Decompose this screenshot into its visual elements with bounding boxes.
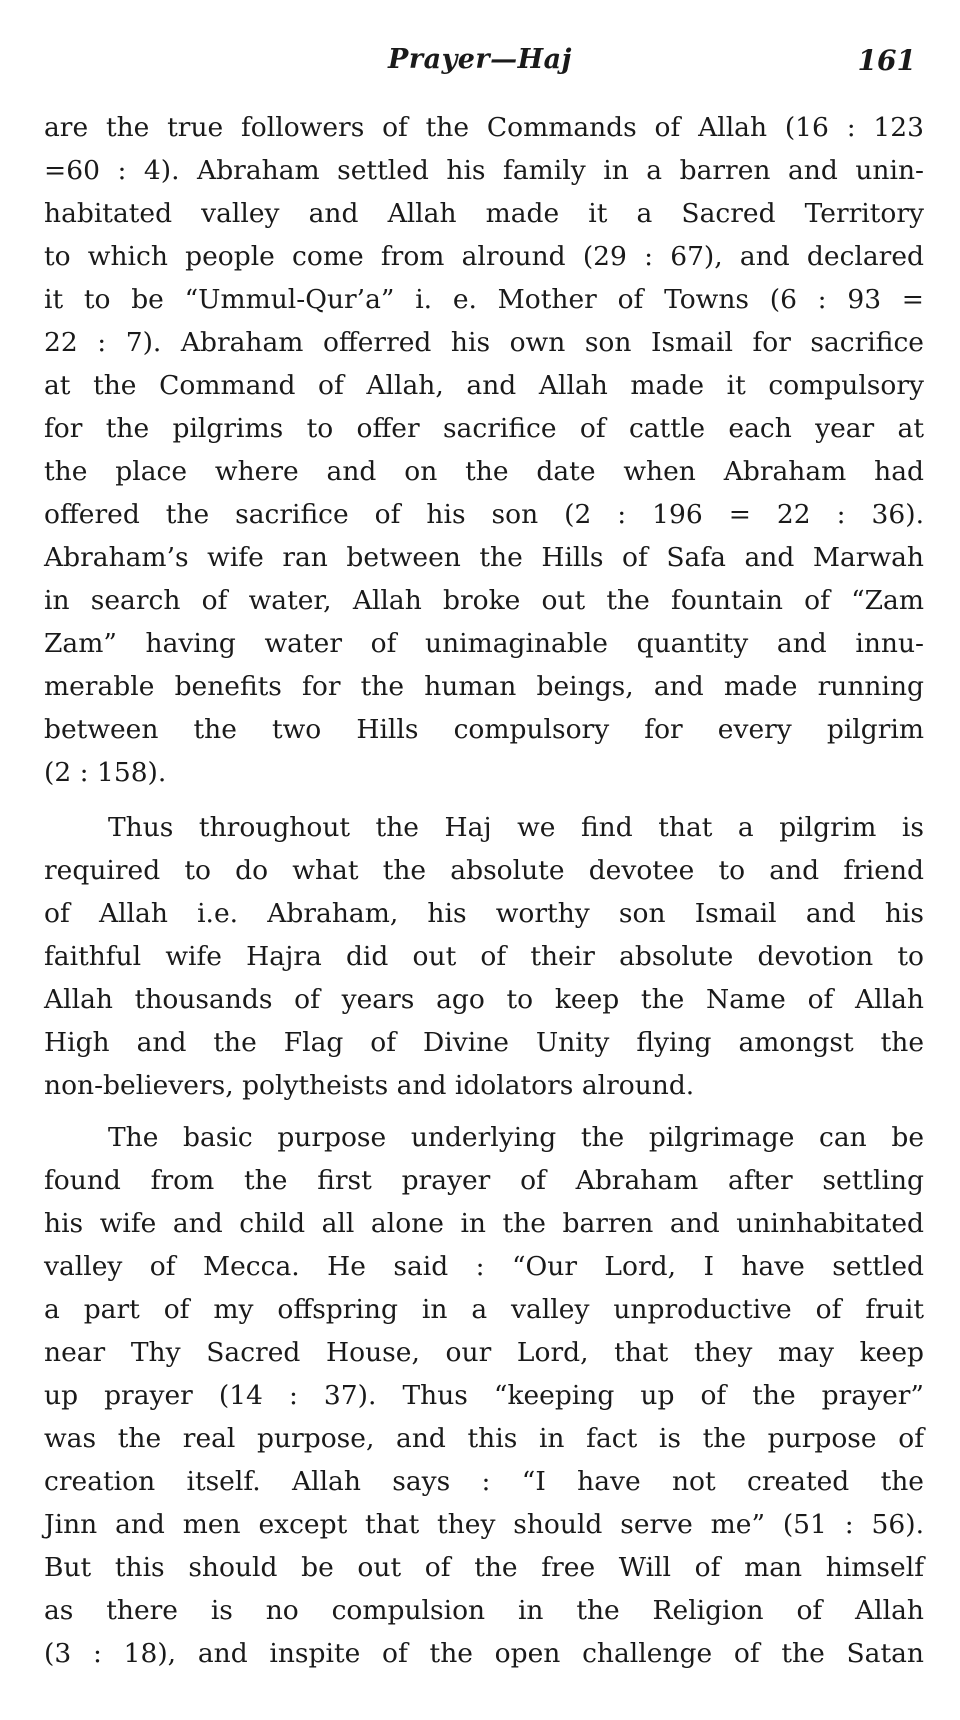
text-line: required to do what the absolute devotee to and friend xyxy=(44,855,924,886)
text-line: faithful wife Hajra did out of their absolute devotion to xyxy=(44,941,924,972)
text-line: Zam” having water of unimaginable quantity and innu- xyxy=(44,628,924,659)
text-line: up prayer (14 : 37). Thus “keeping up of the prayer” xyxy=(44,1380,924,1411)
text-line: was the real purpose, and this in fact is the purpose of xyxy=(44,1423,924,1454)
text-line: in search of water, Allah broke out the fountain of “Zam xyxy=(44,585,924,616)
text-line: offered the sacrifice of his son (2 : 196 = 22 : 36). xyxy=(44,499,924,530)
page-number: 161 xyxy=(857,44,916,77)
text-line: High and the Flag of Divine Unity flying amongst the xyxy=(44,1027,924,1058)
text-line: Jinn and men except that they should serve me” (51 : 56). xyxy=(44,1509,924,1540)
text-line: as there is no compulsion in the Religion of Allah xyxy=(44,1595,924,1626)
paragraph-1 xyxy=(44,106,924,794)
text-line: a part of my offspring in a valley unproductive of fruit xyxy=(44,1294,924,1325)
text-line: Allah thousands of years ago to keep the Name of Allah xyxy=(44,984,924,1015)
text-line: for the pilgrims to offer sacrifice of cattle each year at xyxy=(44,413,924,444)
text-line: =60 : 4). Abraham settled his family in a barren and unin- xyxy=(44,155,924,186)
text-line: his wife and child all alone in the barren and uninhabitated xyxy=(44,1208,924,1239)
text-line: the place where and on the date when Abraham had xyxy=(44,456,924,487)
text-line: found from the first prayer of Abraham after settling xyxy=(44,1165,924,1196)
text-line: at the Command of Allah, and Allah made it compulsory xyxy=(44,370,924,401)
text-line: non-believers, polytheists and idolators alround. xyxy=(44,1070,695,1101)
text-line: merable benefits for the human beings, and made running xyxy=(44,671,924,702)
text-line: creation itself. Allah says : “I have not created the xyxy=(44,1466,924,1497)
text-line: between the two Hills compulsory for every pilgrim xyxy=(44,714,924,745)
text-line: Abraham’s wife ran between the Hills of Safa and Marwah xyxy=(44,542,924,573)
running-title: Prayer—Haj xyxy=(388,44,572,75)
text-line: it to be “Ummul-Qur’a” i. e. Mother of Towns (6 : 93 = xyxy=(44,284,924,315)
text-line: valley of Mecca. He said : “Our Lord, I have settled xyxy=(44,1251,924,1282)
text-line: But this should be out of the free Will of man himself xyxy=(44,1552,924,1583)
text-line: 22 : 7). Abraham offerred his own son Ismail for sacrifice xyxy=(44,327,924,358)
paragraph-2 xyxy=(44,806,924,1107)
text-line: (2 : 158). xyxy=(44,757,167,788)
text-line: near Thy Sacred House, our Lord, that they may keep xyxy=(44,1337,924,1368)
text-line: The basic purpose underlying the pilgrimage can be xyxy=(108,1122,924,1153)
text-line: (3 : 18), and inspite of the open challenge of the Satan xyxy=(44,1638,924,1669)
text-line: Thus throughout the Haj we find that a pilgrim is xyxy=(108,812,924,843)
text-line: to which people come from alround (29 : 67), and declared xyxy=(44,241,924,272)
paragraph-3 xyxy=(44,1116,924,1675)
text-line: habitated valley and Allah made it a Sacred Territory xyxy=(44,198,924,229)
text-line: are the true followers of the Commands of Allah (16 : 123 xyxy=(44,112,924,143)
text-line: of Allah i.e. Abraham, his worthy son Ismail and his xyxy=(44,898,924,929)
